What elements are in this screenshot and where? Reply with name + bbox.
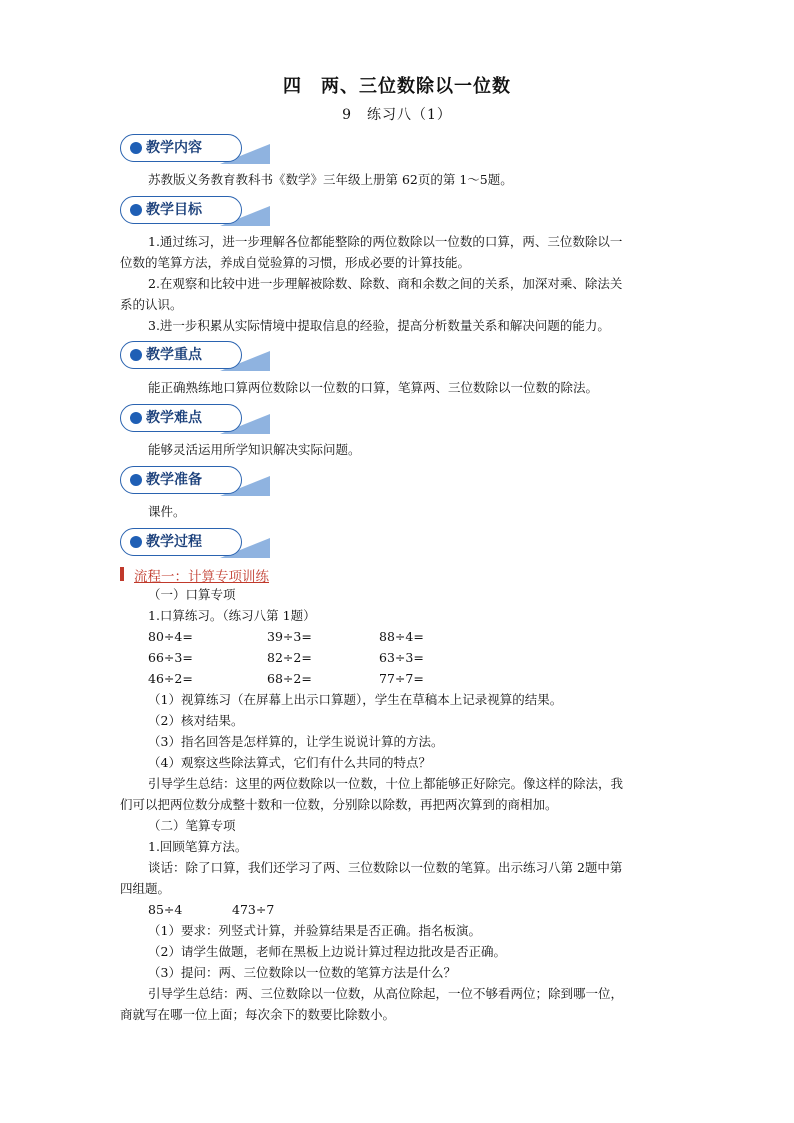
goals-text: [120, 231, 680, 336]
summary-line: 引导学生总结：两、三位数除以一位数，从高位除起，一位不够看两位；除到哪一位，: [148, 986, 624, 1001]
problem-item: 85÷4: [148, 902, 183, 917]
section-header-goals: [120, 192, 270, 228]
problem-item: 473÷7: [232, 902, 275, 917]
content-text: 苏教版义务教育教科书《数学》三年级上册第 62页的第 1～5题。: [148, 172, 513, 187]
section-header-difficulties: [120, 400, 270, 436]
calc-item: 88÷4=: [379, 629, 424, 644]
step-line: （3）提问：两、三位数除以一位数的笔算方法是什么？: [148, 965, 456, 980]
calc-item: 82÷2=: [267, 650, 312, 665]
calc-item: 63÷3=: [379, 650, 424, 665]
calc-item: 68÷2=: [267, 671, 312, 686]
flow-title: 流程一：计算专项训练: [134, 569, 269, 585]
section-header-keypoints: [120, 337, 270, 373]
bullet-dot-icon: [130, 204, 142, 216]
step-line: （1）视算练习（在屏幕上出示口算题），学生在草稿本上记录视算的结果。: [148, 692, 563, 707]
page-title: 四 两、三位数除以一位数: [283, 76, 511, 97]
summary-line: 商就写在哪一位上面；每次余下的数要比除数小。: [120, 1007, 396, 1022]
goal-line: 1.通过练习，进一步理解各位都能整除的两位数除以一位数的口算，两、三位数除以一: [148, 234, 623, 249]
goal-line: 2.在观察和比较中进一步理解被除数、除数、商和余数之间的关系，加深对乘、除法关: [148, 276, 623, 291]
calc-item: 39÷3=: [267, 629, 312, 644]
summary-line: 引导学生总结：这里的两位数除以一位数，十位上都能够正好除完。像这样的除法，我: [148, 776, 624, 791]
exercise2-title: 1.回顾笔算方法。: [148, 839, 248, 854]
bullet-dot-icon: [130, 142, 142, 154]
section-header-label: 教学内容: [146, 140, 202, 156]
preparation-text: 课件。: [148, 504, 186, 519]
section-header-label: 教学准备: [146, 472, 202, 488]
section-header-label: 教学目标: [146, 202, 202, 218]
part2-title: （二）笔算专项: [148, 818, 236, 833]
calc-item: 77÷7=: [379, 671, 424, 686]
step-line: （2）请学生做题，老师在黑板上边说计算过程边批改是否正确。: [148, 944, 506, 959]
goal-line: 3.进一步积累从实际情境中提取信息的经验，提高分析数量关系和解决问题的能力。: [148, 318, 610, 333]
section-header-content: [120, 130, 270, 166]
step-line: （3）指名回答是怎样算的，让学生说说计算的方法。: [148, 734, 444, 749]
keypoints-text: 能正确熟练地口算两位数除以一位数的口算，笔算两、三位数除以一位数的除法。: [148, 380, 599, 395]
summary-line: 们可以把两位数分成整十数和一位数，分别除以除数，再把两次算到的商相加。: [120, 797, 558, 812]
calc-item: 46÷2=: [148, 671, 193, 686]
calc-item: 66÷3=: [148, 650, 193, 665]
talk-line: 四组题。: [120, 881, 171, 896]
section-header-process: [120, 524, 270, 560]
bullet-dot-icon: [130, 412, 142, 424]
calc-item: 80÷4=: [148, 629, 193, 644]
bullet-dot-icon: [130, 349, 142, 361]
problem-row: [120, 899, 680, 920]
section-header-label: 教学重点: [146, 347, 202, 363]
section-header-label: 教学过程: [146, 534, 202, 550]
step-line: （2）核对结果。: [148, 713, 244, 728]
step-line: （4）观察这些除法算式，它们有什么共同的特点？: [148, 755, 431, 770]
bullet-dot-icon: [130, 536, 142, 548]
difficulties-text: 能够灵活运用所学知识解决实际问题。: [148, 442, 361, 457]
step-line: （1）要求：列竖式计算，并验算结果是否正确。指名板演。: [148, 923, 481, 938]
section-header-preparation: [120, 462, 270, 498]
page-subtitle: 9 练习八（1）: [342, 107, 452, 123]
goal-line: 系的认识。: [120, 297, 183, 312]
section-header-label: 教学难点: [146, 410, 202, 426]
goal-line: 位数的笔算方法，养成自觉验算的习惯，形成必要的计算技能。: [120, 255, 471, 270]
calc-grid: [120, 626, 680, 689]
exercise1-title: 1.口算练习。（练习八第 1题）: [148, 608, 316, 623]
process-body: [120, 584, 680, 1025]
talk-line: 谈话：除了口算，我们还学习了两、三位数除以一位数的笔算。出示练习八第 2题中第: [148, 860, 623, 875]
bullet-dot-icon: [130, 474, 142, 486]
flow-marker-icon: [120, 567, 124, 581]
part1-title: （一）口算专项: [148, 587, 236, 602]
